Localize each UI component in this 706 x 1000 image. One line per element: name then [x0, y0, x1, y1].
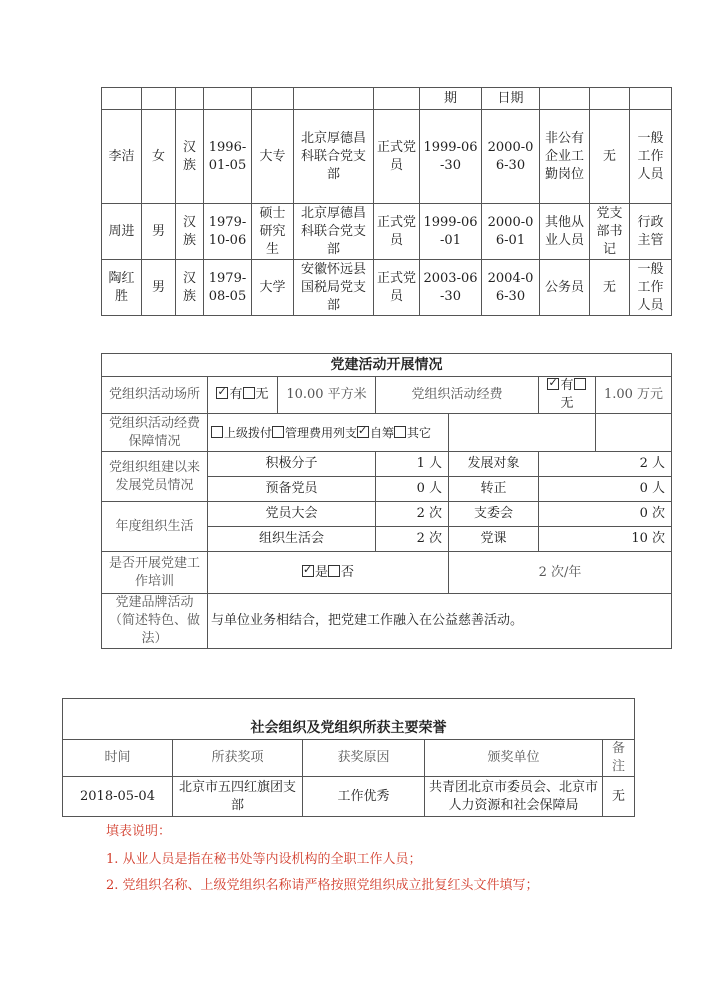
- stat-value: 2 次: [376, 502, 449, 527]
- member-education: 大专: [252, 110, 294, 204]
- checkbox-icon[interactable]: [211, 426, 223, 438]
- member-header-row: [102, 88, 672, 110]
- stat-label: 支委会: [449, 502, 539, 527]
- header-cell: 日期: [482, 88, 540, 110]
- table-row: [102, 260, 672, 316]
- section-title: 社会组织及党组织所获主要荣誉: [63, 699, 635, 740]
- member-job: 其他从业人员: [540, 204, 590, 260]
- member-gender: 女: [142, 110, 176, 204]
- member-name: 周进: [102, 204, 142, 260]
- member-gender: 男: [142, 260, 176, 316]
- honors-table: [62, 698, 635, 817]
- checkbox-icon[interactable]: [574, 378, 586, 390]
- stat-value: 1 人: [376, 452, 449, 477]
- training-frequency: 2 次/年: [449, 552, 672, 594]
- stat-value: 2 人: [539, 452, 672, 477]
- member-party-role: 无: [590, 260, 630, 316]
- stat-value: 0 次: [539, 502, 672, 527]
- member-party-role: 党支部书记: [590, 204, 630, 260]
- member-gender: 男: [142, 204, 176, 260]
- member-ethnicity: 汉族: [176, 204, 204, 260]
- member-org: 北京厚德昌科联合党支部: [294, 204, 374, 260]
- stat-value: 2 次: [376, 527, 449, 552]
- stat-label: 积极分子: [208, 452, 376, 477]
- member-birth: 1979-08-05: [204, 260, 252, 316]
- stat-label: 党课: [449, 527, 539, 552]
- notes-heading: 填表说明：: [106, 824, 172, 839]
- funds-options: ✓有无: [539, 377, 596, 414]
- header-cell: 期: [420, 88, 482, 110]
- member-party-role: 无: [590, 110, 630, 204]
- section-title: 党建活动开展情况: [102, 354, 672, 377]
- member-education: 硕士研究生: [252, 204, 294, 260]
- funds-amount: 1.00 万元: [596, 377, 672, 414]
- training-options: ✓是 否: [208, 552, 449, 594]
- member-join-date: 2003-06-30: [420, 260, 482, 316]
- header-cell: 所获奖项: [173, 740, 303, 777]
- member-regular-date: 2000-06-01: [482, 204, 540, 260]
- checkbox-checked-icon[interactable]: [216, 387, 228, 399]
- member-birth: 1996-01-05: [204, 110, 252, 204]
- stat-label: 组织生活会: [208, 527, 376, 552]
- honor-reason: 工作优秀: [303, 777, 425, 817]
- checkbox-checked-icon[interactable]: [357, 426, 369, 438]
- checkbox-icon[interactable]: [328, 565, 340, 577]
- life-label: 年度组织生活: [102, 502, 208, 552]
- brand-label: 党建品牌活动（简述特色、做法）: [102, 594, 208, 649]
- stat-label: 预备党员: [208, 477, 376, 502]
- table-row: [102, 110, 672, 204]
- brand-text: 与单位业务相结合，把党建工作融入在公益慈善活动。: [208, 594, 672, 649]
- stat-value: 10 次: [539, 527, 672, 552]
- member-position: 一般工作人员: [630, 260, 672, 316]
- member-type: 正式党员: [374, 110, 420, 204]
- honor-time: 2018-05-04: [63, 777, 173, 817]
- checkbox-checked-icon[interactable]: [547, 378, 559, 390]
- stat-value: 0 人: [376, 477, 449, 502]
- venue-area: 10.00 平方米: [278, 377, 376, 414]
- funds-guarantee-label: 党组织活动经费保障情况: [102, 414, 208, 452]
- member-name: 陶红胜: [102, 260, 142, 316]
- honor-note: 无: [603, 777, 635, 817]
- member-ethnicity: 汉族: [176, 110, 204, 204]
- member-join-date: 1999-06-30: [420, 110, 482, 204]
- dev-label: 党组织组建以来发展党员情况: [102, 452, 208, 502]
- venue-options: ✓ 有 无: [208, 377, 278, 414]
- table-row: [102, 204, 672, 260]
- header-cell: 获奖原因: [303, 740, 425, 777]
- member-type: 正式党员: [374, 260, 420, 316]
- member-regular-date: 2004-06-30: [482, 260, 540, 316]
- member-join-date: 1999-06-01: [420, 204, 482, 260]
- checkbox-icon[interactable]: [243, 387, 255, 399]
- member-name: 李洁: [102, 110, 142, 204]
- training-label: 是否开展党建工作培训: [102, 552, 208, 594]
- stat-label: 党员大会: [208, 502, 376, 527]
- member-job: 公务员: [540, 260, 590, 316]
- honor-issuer: 共青团北京市委员会、北京市人力资源和社会保障局: [425, 777, 603, 817]
- member-education: 大学: [252, 260, 294, 316]
- member-ethnicity: 汉族: [176, 260, 204, 316]
- checkbox-icon[interactable]: [394, 426, 406, 438]
- header-cell: 时间: [63, 740, 173, 777]
- checkbox-icon[interactable]: [272, 426, 284, 438]
- note-item: 2. 党组织名称、上级党组织名称请严格按照党组织成立批复红头文件填写；: [106, 878, 539, 893]
- funds-sources: 上级拨付 管理费用列支✓ 自筹 其它: [208, 414, 449, 452]
- member-position: 一般工作人员: [630, 110, 672, 204]
- member-birth: 1979-10-06: [204, 204, 252, 260]
- checkbox-checked-icon[interactable]: [302, 565, 314, 577]
- stat-label: 转正: [449, 477, 539, 502]
- honor-award: 北京市五四红旗团支部: [173, 777, 303, 817]
- member-org: 北京厚德昌科联合党支部: [294, 110, 374, 204]
- member-position: 行政主管: [630, 204, 672, 260]
- venue-label: 党组织活动场所: [102, 377, 208, 414]
- member-type: 正式党员: [374, 204, 420, 260]
- stat-label: 发展对象: [449, 452, 539, 477]
- header-cell: 备注: [603, 740, 635, 777]
- table-row: [63, 777, 635, 817]
- member-table: [101, 87, 672, 316]
- stat-value: 0 人: [539, 477, 672, 502]
- member-job: 非公有企业工勤岗位: [540, 110, 590, 204]
- header-cell: 颁奖单位: [425, 740, 603, 777]
- member-org: 安徽怀远县国税局党支部: [294, 260, 374, 316]
- note-item: 1. 从业人员是指在秘书处等内设机构的全职工作人员；: [106, 852, 422, 867]
- member-regular-date: 2000-06-30: [482, 110, 540, 204]
- activity-table: [101, 353, 672, 649]
- funds-label: 党组织活动经费: [376, 377, 539, 414]
